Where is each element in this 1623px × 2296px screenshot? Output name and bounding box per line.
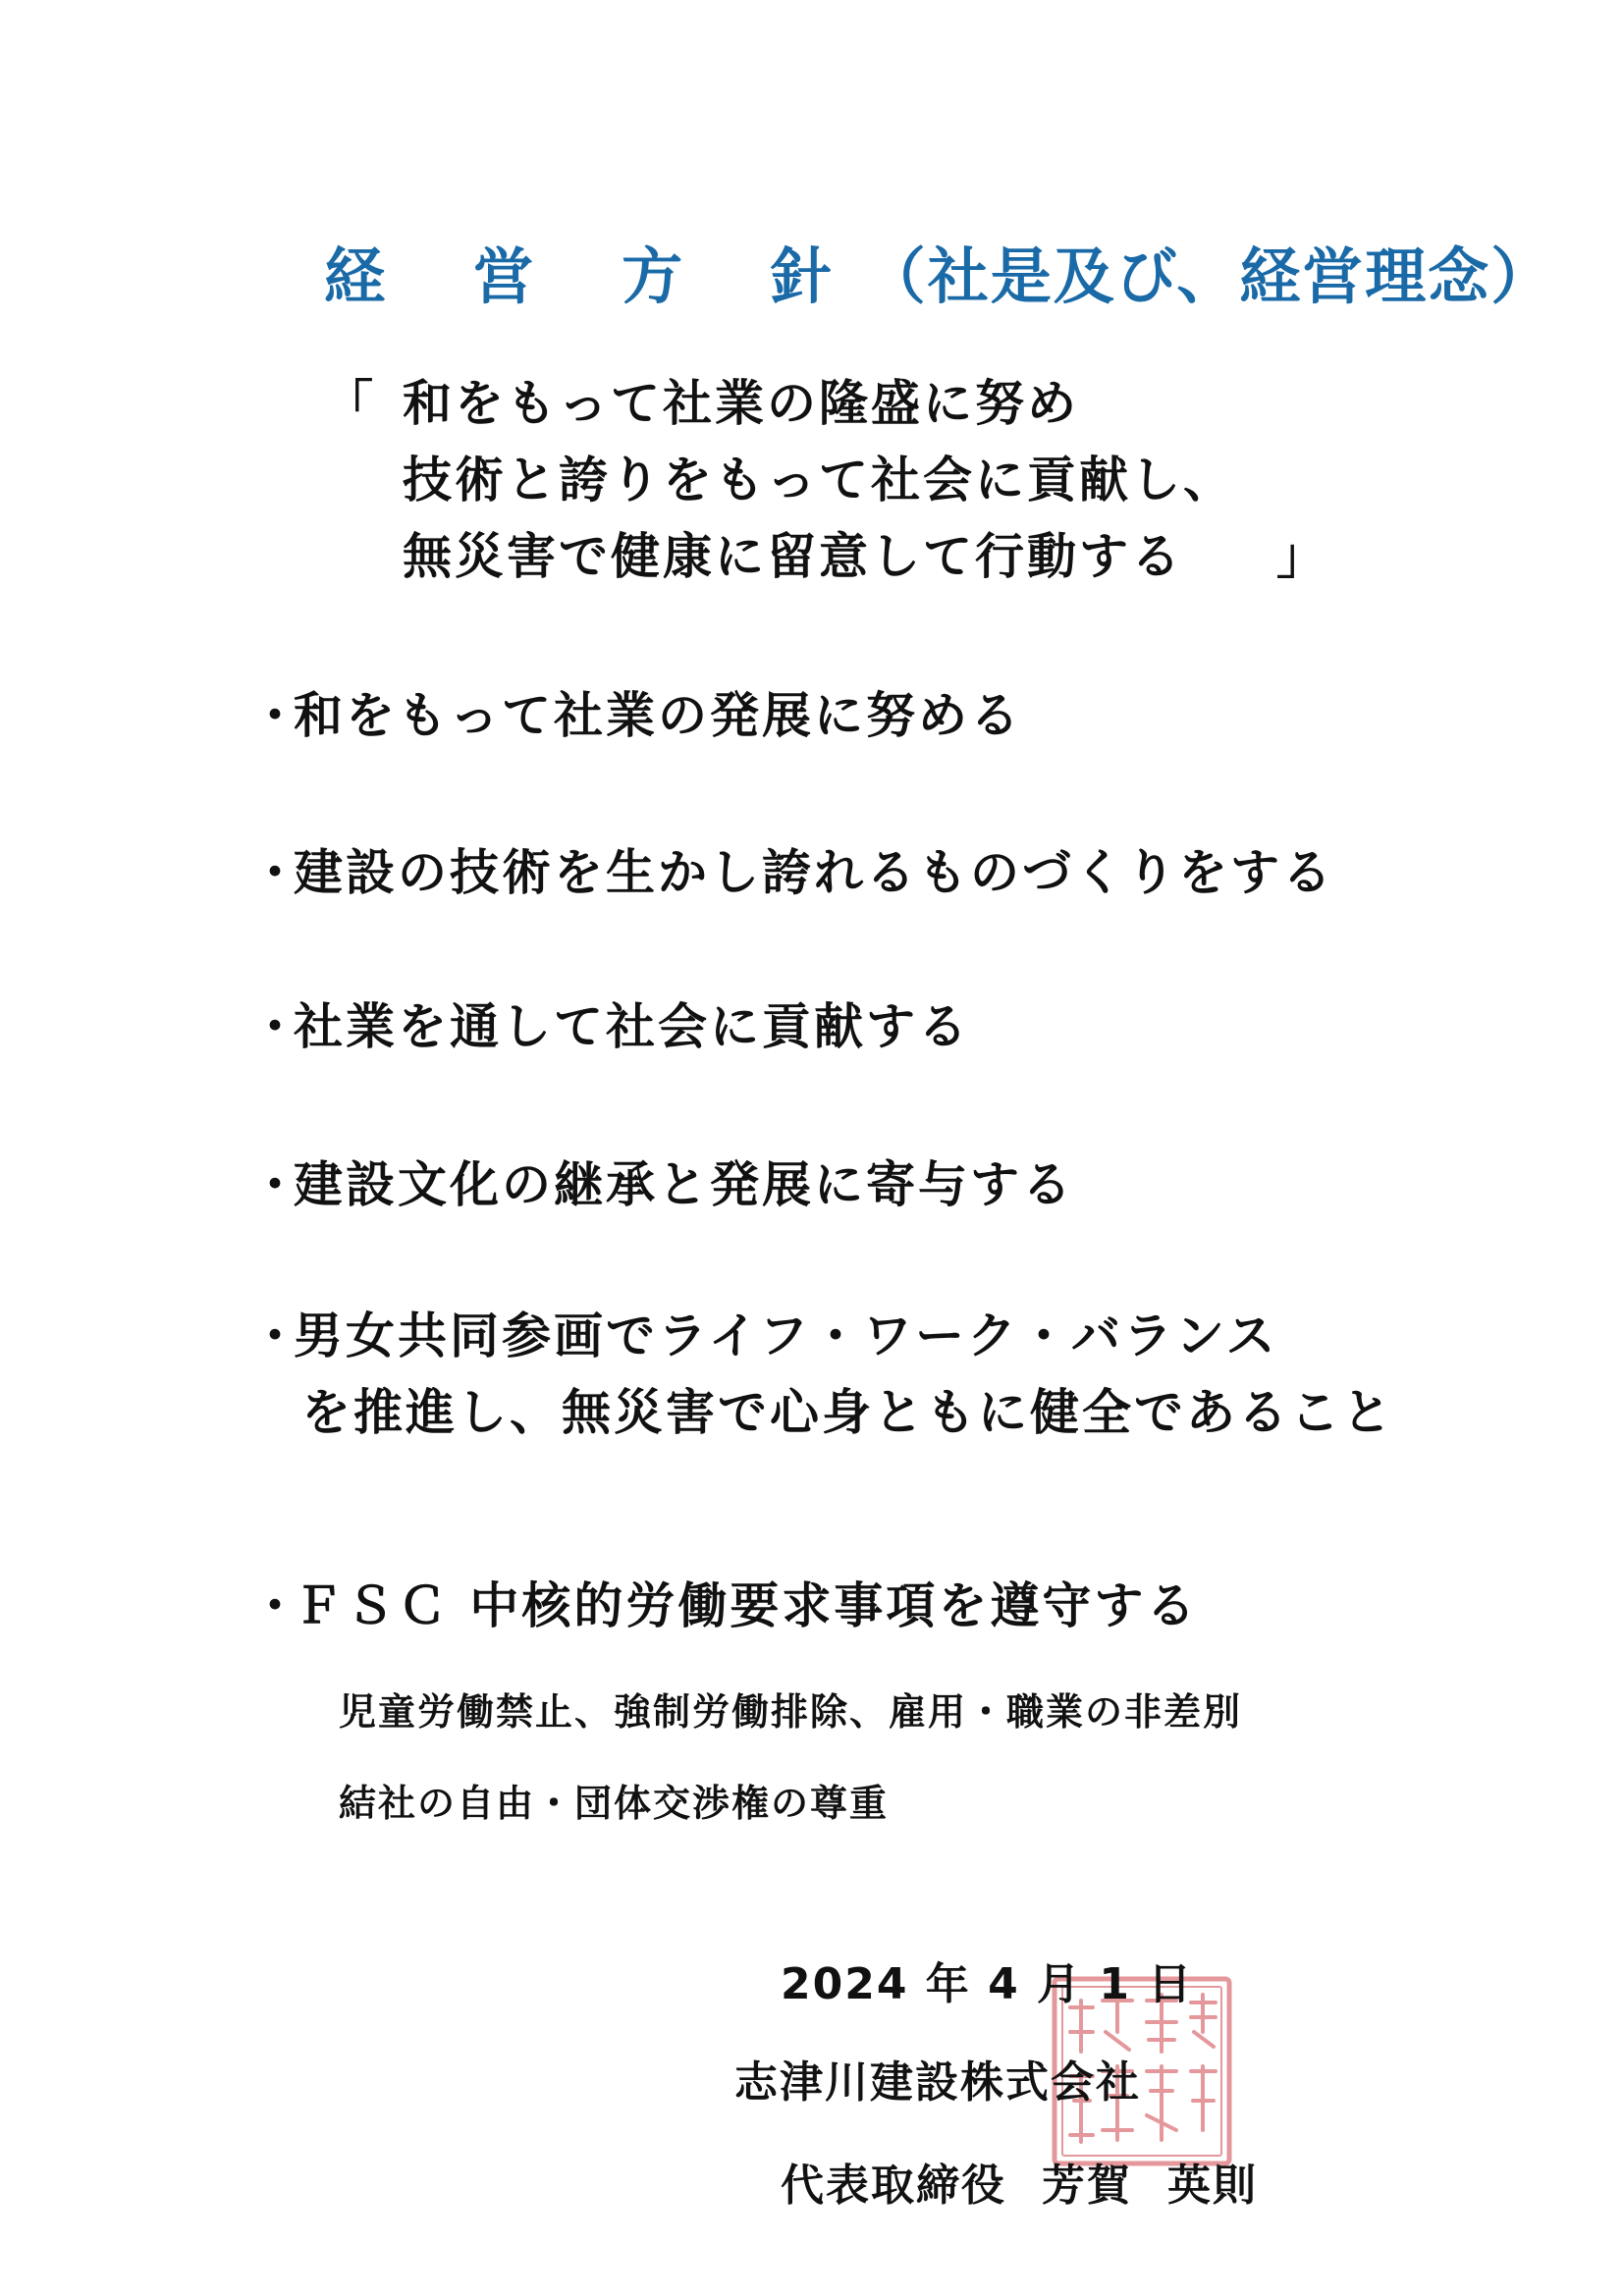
issue-date: 2024 年 4 月 1 日	[781, 1959, 1194, 2009]
motto-lines	[403, 365, 1235, 595]
motto-open-quote: 「	[324, 375, 376, 432]
policy-text: 和をもって社業の発展に努める	[294, 687, 1022, 744]
fsc-detail: 児童労働禁止、強制労働排除、雇用・職業の非差別	[339, 1690, 1243, 1734]
title-main: 経 営 方 針	[324, 240, 865, 312]
policy-item	[250, 834, 1334, 911]
representative-family-name: 芳賀	[1042, 2161, 1132, 2211]
policy-text: 建設の技術を生かし誇れるものづくりをする	[294, 844, 1334, 901]
representative	[781, 2150, 1258, 2213]
motto-line: 無災害で健康に留意して行動する	[403, 528, 1183, 585]
policy-item	[250, 1298, 1394, 1451]
bullet: ・	[250, 844, 302, 901]
motto-line: 和をもって社業の隆盛に努め	[403, 375, 1079, 432]
policy-text: 建設文化の継承と発展に寄与する	[294, 1156, 1074, 1213]
motto-close-quote: 」	[1276, 528, 1328, 585]
policy-text: 社業を通して社会に貢献する	[294, 998, 970, 1055]
policy-item	[250, 677, 1022, 754]
bullet: ・	[250, 1308, 302, 1364]
motto-line: 技術と誇りをもって社会に貢献し、	[403, 452, 1235, 508]
company-name: 志津川建設株式会社	[734, 2057, 1141, 2108]
representative-given-name: 英則	[1167, 2161, 1258, 2211]
policy-item	[250, 988, 970, 1065]
policy-item	[250, 1147, 1074, 1223]
bullet: ・	[250, 1577, 302, 1634]
policy-text: ＦＳＣ 中核的労働要求事項を遵守する	[294, 1577, 1199, 1634]
policy-text: 男女共同参画でライフ・ワーク・バランス	[294, 1308, 1278, 1364]
policy-item	[250, 1568, 1198, 1644]
page-title	[324, 228, 1553, 315]
bullet: ・	[250, 1156, 302, 1213]
bullet: ・	[250, 998, 302, 1055]
representative-role: 代表取締役	[781, 2161, 1006, 2211]
policy-continuation: を推進し、無災害で心身ともに健全であること	[301, 1384, 1394, 1441]
fsc-detail: 結社の自由・団体交渉権の尊重	[339, 1782, 890, 1825]
title-sub: （社是及び、経営理念）	[864, 240, 1554, 312]
bullet: ・	[250, 687, 302, 744]
